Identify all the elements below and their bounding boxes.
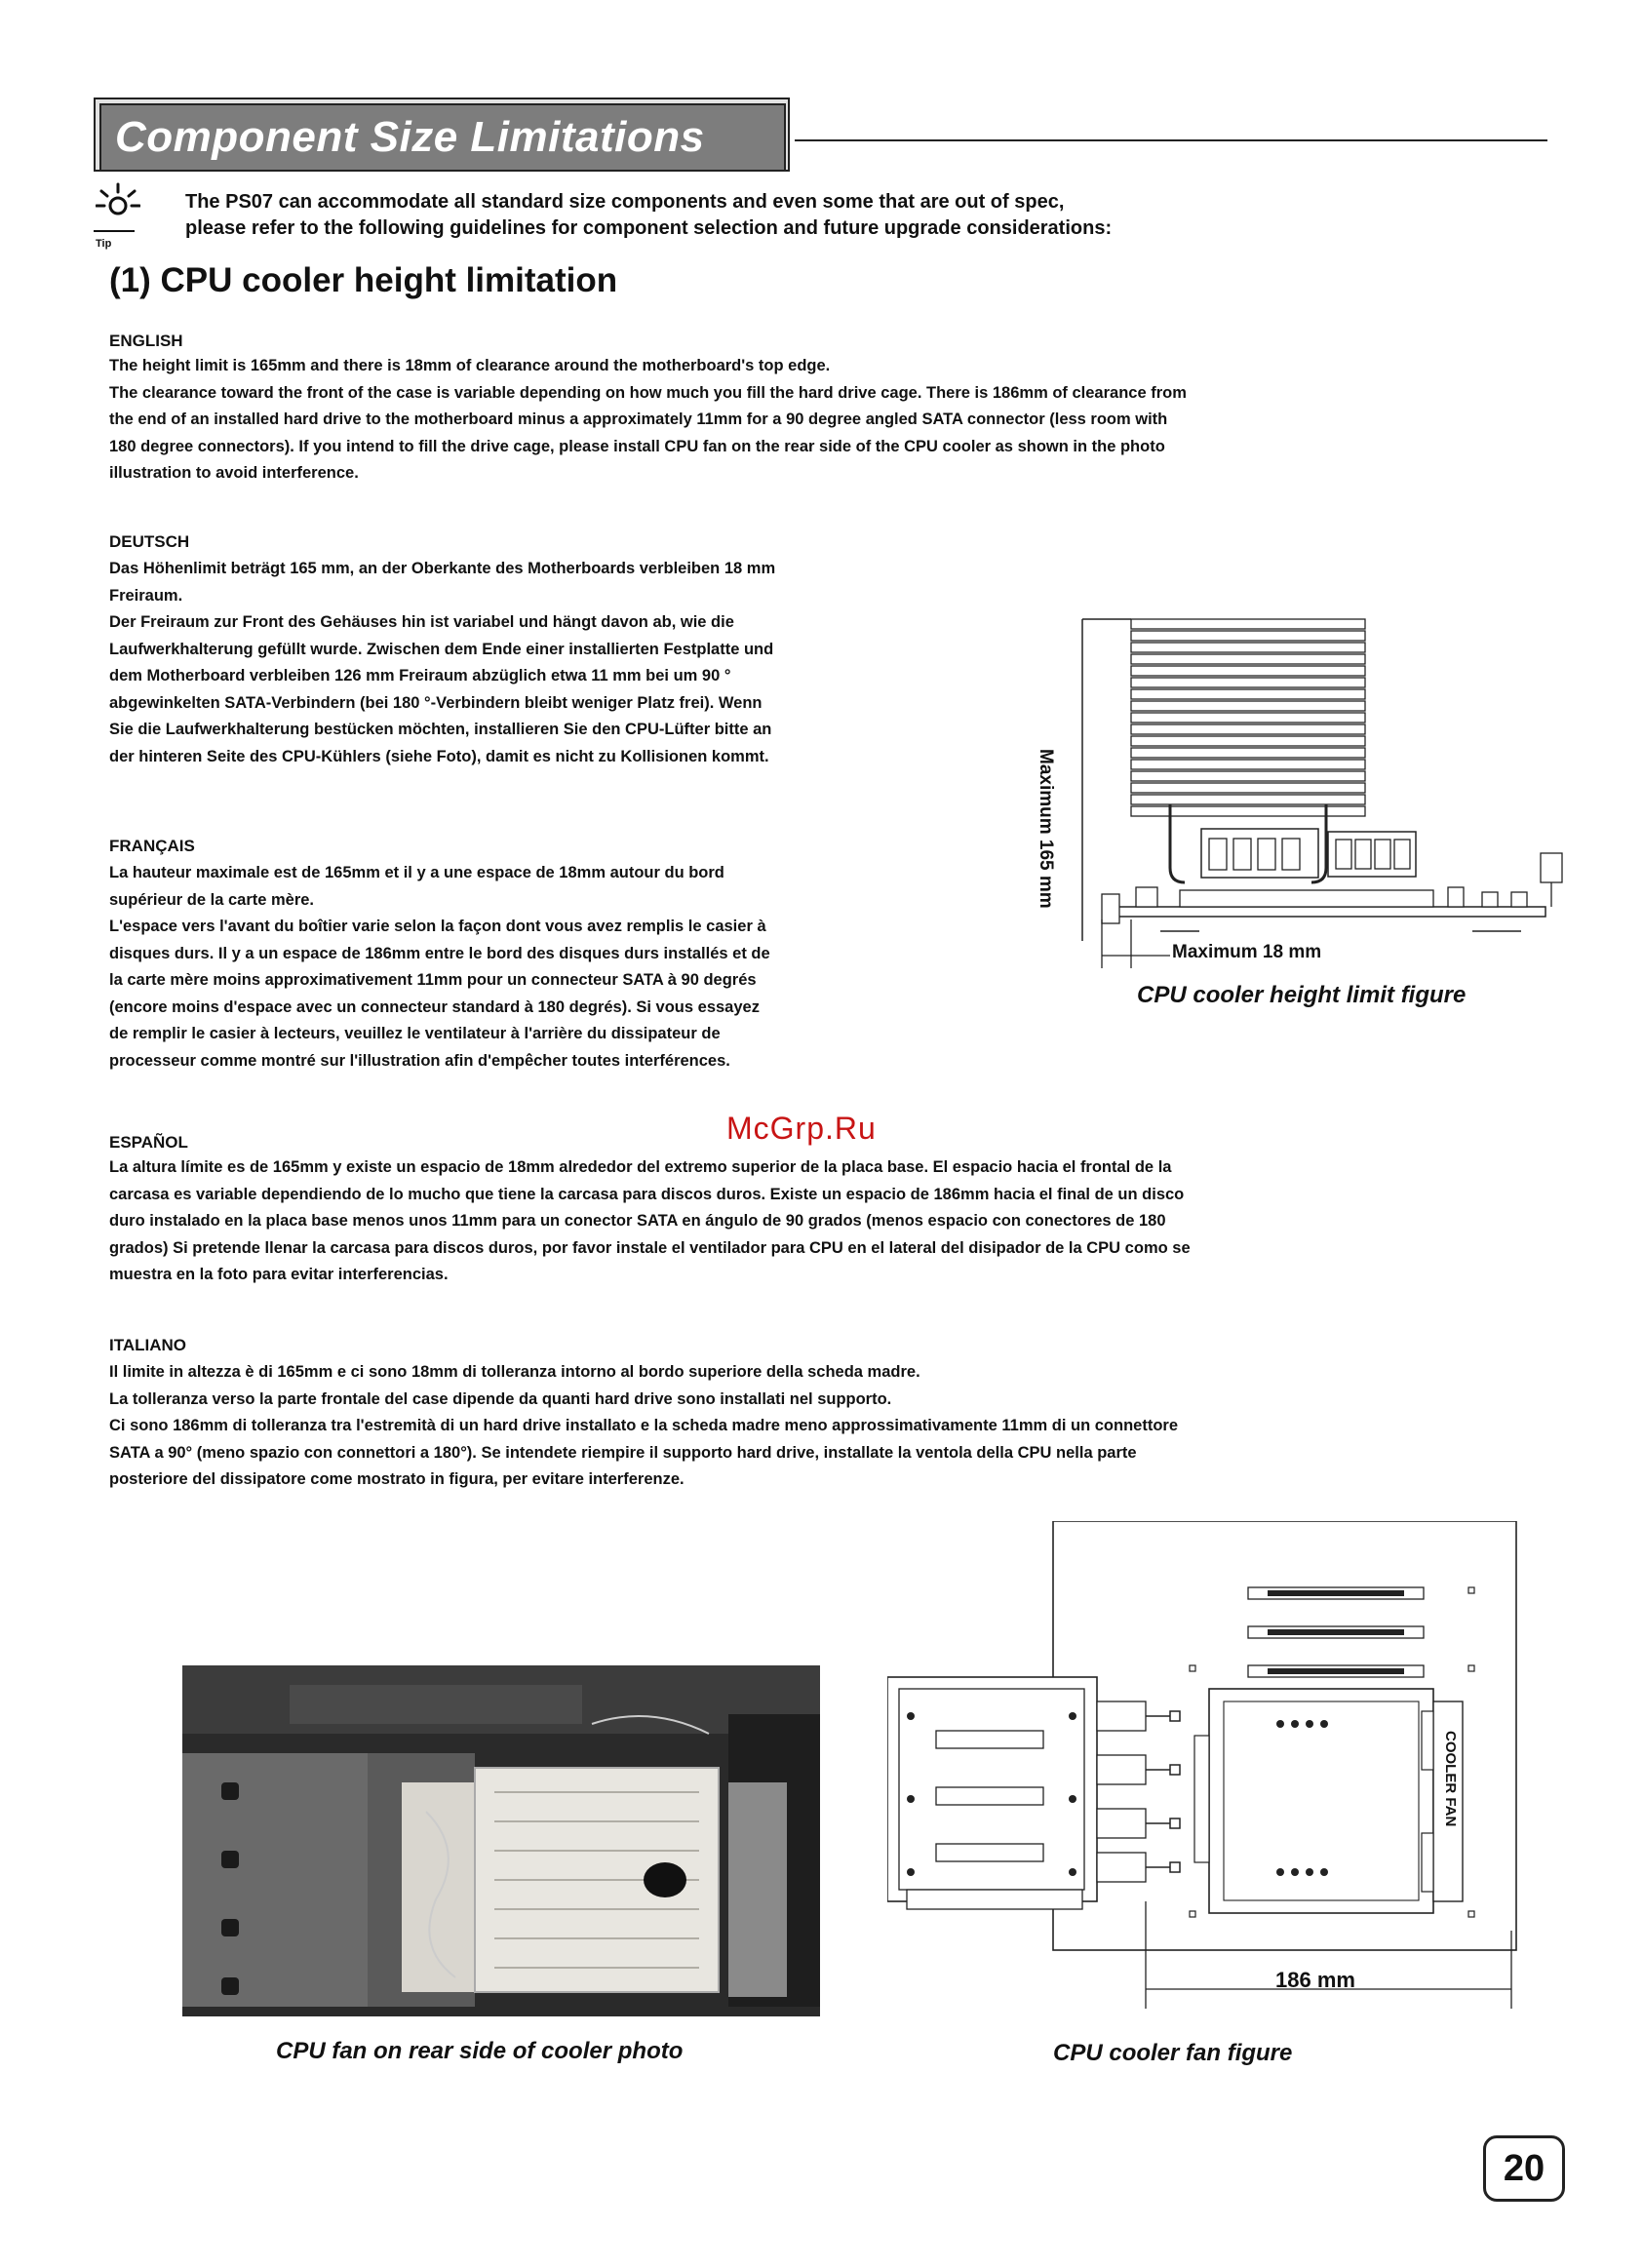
deutsch-line: Laufwerkhalterung gefüllt wurde. Zwischen dem Ende einer installierten Festplatte und	[109, 640, 774, 658]
deutsch-line: Das Höhenlimit beträgt 165 mm, an der Oberkante des Motherboards verbleiben 18 mm	[109, 560, 776, 577]
espanol-heading: ESPAÑOL	[109, 1133, 188, 1152]
page-title: Component Size Limitations	[115, 113, 705, 161]
deutsch-line: Sie die Laufwerkhalterung bestücken möchten, installieren Sie den CPU-Lüfter bitte an	[109, 721, 772, 738]
italiano-line: posteriore del dissipatore come mostrato in figura, per evitare interferenze.	[109, 1470, 685, 1488]
francais-line: supérieur de la carte mère.	[109, 890, 315, 909]
francais-line: la carte mère moins approximativement 11mm pour un connecteur SATA à 90 degrés	[109, 971, 757, 989]
francais-heading: FRANÇAIS	[109, 837, 195, 855]
francais-line: disques durs. Il y a un espace de 186mm entre le bord des disques durs installés et de	[109, 944, 770, 962]
espanol-line: muestra en la foto para evitar interferencias.	[109, 1266, 449, 1283]
espanol-paragraph	[109, 1154, 1191, 1289]
tip-line-2: please refer to the following guidelines for component selection and future upgrade considerations:	[185, 217, 1113, 239]
deutsch-line: dem Motherboard verbleiben 126 mm Freiraum abzüglich etwa 11 mm bei um 90 °	[109, 667, 731, 684]
english-line: The height limit is 165mm and there is 18mm of clearance around the motherboard's top edge.	[109, 357, 831, 374]
english-heading: ENGLISH	[109, 332, 183, 350]
italiano-line: Il limite in altezza è di 165mm e ci sono 18mm di tolleranza intorno al bordo superiore della scheda madre.	[109, 1363, 920, 1381]
title-rule	[795, 139, 1547, 141]
height-figure-caption: CPU cooler height limit figure	[1137, 982, 1467, 1008]
espanol-line: grados) Si pretende llenar la carcasa para discos duros, por favor instale el ventilador para CPU en el lateral del disipador de la CPU como se	[109, 1238, 1191, 1257]
francais-line: L'espace vers l'avant du boîtier varie selon la façon dont vous avez remplis le casier à	[109, 918, 766, 935]
dimension-186mm-label: 186 mm	[1275, 1968, 1355, 1992]
italiano-line: La tolleranza verso la parte frontale del case dipende da quanti hard drive sono installati nel supporto.	[109, 1389, 892, 1408]
banner-box	[99, 103, 786, 172]
espanol-line: La altura límite es de 165mm y existe un espacio de 18mm alrededor del extremo superior de la placa base. El espacio hacia el frontal de la	[109, 1158, 1172, 1176]
english-line: The clearance toward the front of the case is variable depending on how much you fill the hard drive cage. There is 186mm of clearance from	[109, 383, 1187, 402]
espanol-line: duro instalado en la placa base menos unos 11mm para un conector SATA en ángulo de 90 grados (menos espacio con conectores de 180	[109, 1212, 1166, 1230]
max-height-label: Maximum 165 mm	[1036, 749, 1056, 909]
fan-figure-caption: CPU cooler fan figure	[1053, 2040, 1293, 2066]
deutsch-heading: DEUTSCH	[109, 532, 190, 551]
tip-lightbulb-icon	[96, 181, 140, 226]
section-heading: (1) CPU cooler height limitation	[109, 261, 618, 299]
section-title-banner	[94, 98, 790, 172]
english-line: illustration to avoid interference.	[109, 464, 359, 482]
cpu-cooler-height-diagram	[1063, 609, 1589, 990]
cooler-photo	[182, 1665, 820, 2016]
deutsch-line: Freiraum.	[109, 586, 183, 605]
francais-line: de remplir le casier à lecteurs, veuillez le ventilateur à l'arrière du dissipateur de	[109, 1025, 721, 1042]
deutsch-line: abgewinkelten SATA-Verbindern (bei 180 °-Verbindern bleibt weniger Platz frei). Wenn	[109, 693, 763, 712]
english-line: 180 degree connectors). If you intend to fill the drive cage, please install CPU fan on the rear side of the CPU cooler as shown in the photo	[109, 437, 1165, 455]
page-number: 20	[1503, 2148, 1545, 2189]
deutsch-paragraph	[109, 556, 775, 770]
italiano-line: Ci sono 186mm di tolleranza tra l'estremità di un hard drive installato e la scheda madre meno approssimativamente 11mm di un connettore	[109, 1417, 1178, 1434]
francais-paragraph	[109, 860, 770, 1075]
francais-line: La hauteur maximale est de 165mm et il y a une espace de 18mm autour du bord	[109, 864, 724, 881]
italiano-paragraph	[109, 1359, 1178, 1494]
deutsch-line: der hinteren Seite des CPU-Kühlers (siehe Foto), damit es nicht zu Kollisionen kommt.	[109, 747, 769, 765]
deutsch-line: Der Freiraum zur Front des Gehäuses hin ist variabel und hängt davon ab, wie die	[109, 613, 734, 631]
photo-caption: CPU fan on rear side of cooler photo	[276, 2038, 684, 2064]
max-clearance-label: Maximum 18 mm	[1172, 942, 1322, 962]
tip-label: Tip	[96, 238, 112, 250]
page-number-box	[1483, 2135, 1565, 2202]
english-paragraph	[109, 353, 1187, 488]
cooler-fan-label: COOLER FAN	[1442, 1731, 1459, 1827]
italiano-line: SATA a 90° (meno spazio con connettori a 180°). Se intendete riempire il supporto hard drive, installate la ventola della CPU nella parte	[109, 1443, 1137, 1462]
watermark: McGrp.Ru	[726, 1111, 877, 1146]
espanol-line: carcasa es variable dependiendo de lo mucho que tiene la carcasa para discos duros. Existe un espacio de 186mm hacia el final de un disco	[109, 1185, 1185, 1203]
english-line: the end of an installed hard drive to the motherboard minus a approximately 11mm for a 90 degree angled SATA connector (less room with	[109, 411, 1168, 428]
francais-line: (encore moins d'espace avec un connecteur standard à 180 degrés). Si vous essayez	[109, 997, 760, 1016]
italiano-heading: ITALIANO	[109, 1336, 187, 1354]
francais-line: processeur comme montré sur l'illustration afin d'empêcher toutes interférences.	[109, 1051, 730, 1070]
tip-underline	[94, 230, 135, 232]
tip-line-1: The PS07 can accommodate all standard size components and even some that are out of spec,	[185, 191, 1065, 213]
tip-text	[185, 189, 1453, 242]
